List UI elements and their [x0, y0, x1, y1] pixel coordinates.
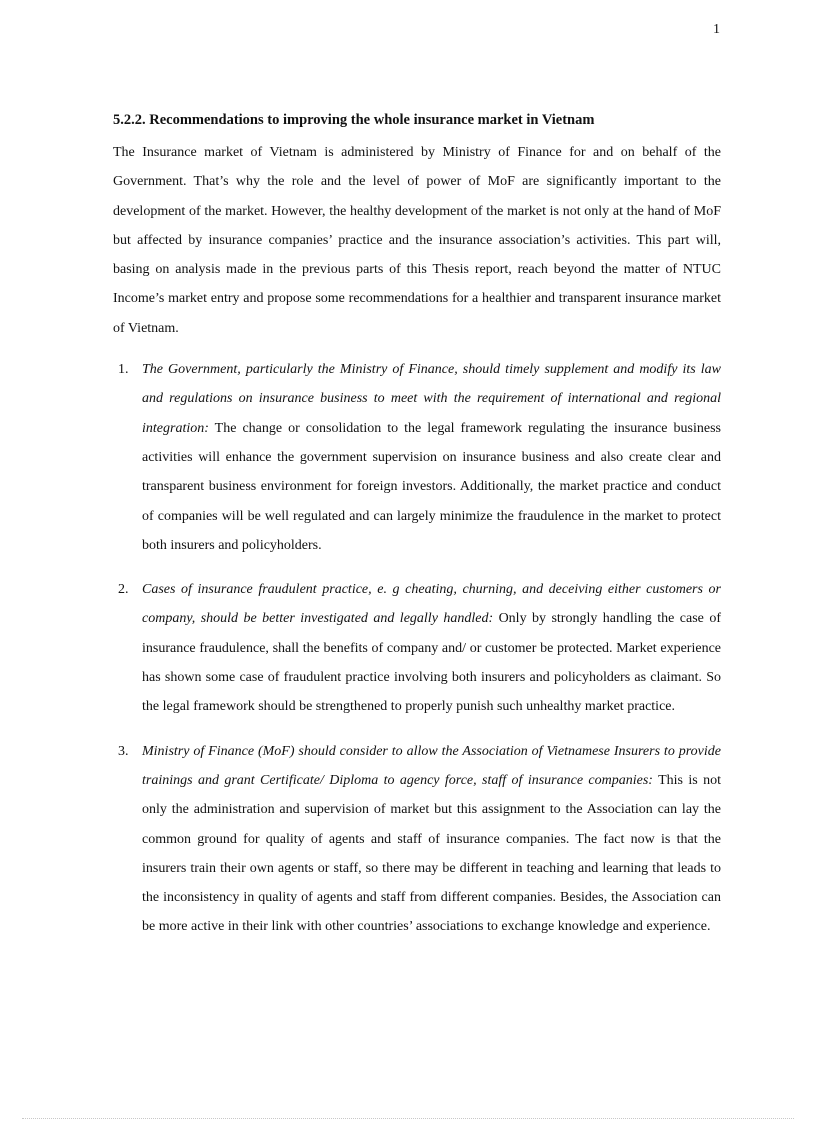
list-item-lead: Cases of insurance fraudulent practice, e. g cheating, churning, and deceiving either customers or company, should be better investigated and legally handled:	[142, 582, 721, 627]
list-item-number: 3.	[118, 743, 129, 759]
list-item-body: The change or consolidation to the legal framework regulating the insurance business activities will enhance the government supervision on insurance business and also create clear and transparent business environment for foreign investors. Additionally, the market practice and conduct of companies will be well regulated and can largely minimize the fraudulence in the market to protect both insurers and policyholders.	[142, 420, 721, 553]
list-item	[113, 575, 721, 721]
list-item	[113, 355, 721, 560]
list-item-body: Only by strongly handling the case of insurance fraudulence, shall the benefits of company and/ or customer be protected. Market experience has shown some case of fraudulent practice involving both insurers and policyholders as claimant. So the legal framework should be strengthened to properly punish such unhealthy market practice.	[142, 611, 721, 715]
list-item-lead: Ministry of Finance (MoF) should consider to allow the Association of Vietnamese Insurers to provide trainings and grant Certificate/ Diploma to agency force, staff of insurance companies:	[142, 743, 721, 788]
page-bottom-divider	[22, 1118, 794, 1119]
list-item-body: This is not only the administration and supervision of market but this assignment to the Association can lay the common ground for quality of agents and staff of insurance companies. The fact now is that the insurers train their own agents or staff, so there may be different in teaching and learning that leads to the inconsistency in quality of agents and staff from different companies. Besides, the Association can be more active in their link with other countries’ associations to exchange knowledge and experience.	[142, 772, 721, 935]
list-item-number: 2.	[118, 582, 129, 598]
page-number: 1	[713, 22, 720, 37]
section-heading: 5.2.2. Recommendations to improving the whole insurance market in Vietnam	[113, 112, 595, 128]
document-body	[113, 108, 721, 957]
list-item	[113, 737, 721, 942]
recommendations-list	[113, 355, 721, 942]
list-item-number: 1.	[118, 362, 129, 378]
intro-paragraph: The Insurance market of Vietnam is administered by Ministry of Finance for and on behalf of the Government. That’s why the role and the level of power of MoF are significantly important to the development of the market. However, the healthy development of the market is not only at the hand of MoF but affected by insurance companies’ practice and the insurance association’s activities. This part will, basing on analysis made in the previous parts of this Thesis report, reach beyond the matter of NTUC Income’s market entry and propose some recommendations for a healthier and transparent insurance market of Vietnam.	[113, 145, 721, 336]
list-item-lead: The Government, particularly the Ministry of Finance, should timely supplement and modify its law and regulations on insurance business to meet with the requirement of international and regional integration:	[142, 362, 721, 436]
